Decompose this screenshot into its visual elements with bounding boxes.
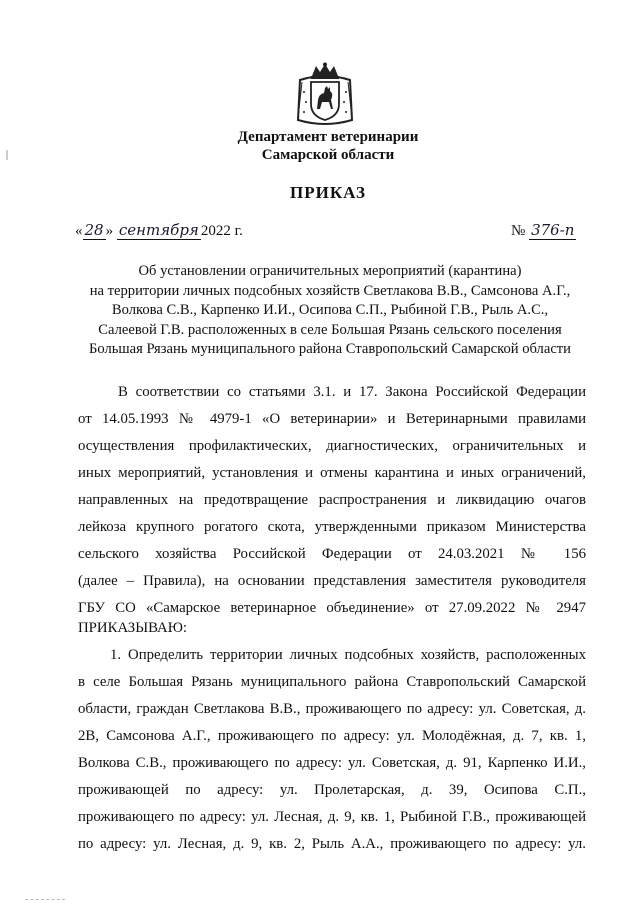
body-line: (далее – Правила), на основании представления заместителя руководителя <box>78 573 586 589</box>
body-line: в селе Большая Рязань муниципального района Ставропольский Самарской <box>78 674 586 690</box>
body-line: В соответствии со статьями 3.1. и 17. Закона Российской Федерации <box>118 384 586 400</box>
subject-line: на территории личных подсобных хозяйств Светлакова В.В., Самсонова А.Г., <box>89 282 571 299</box>
body-line: 2В, Самсонова А.Г., проживающего по адресу: ул. Молодёжная, д. 7, кв. 1, <box>78 728 586 744</box>
body-line: направленных на предотвращение распространения и ликвидацию очагов <box>78 492 586 508</box>
body-line: проживающей по адресу: ул. Пролетарская, д. 39, Осипова С.П., <box>78 782 586 798</box>
body-line: 1. Определить территории личных подсобных хозяйств, расположенных <box>110 647 586 663</box>
body-line: проживающего по адресу: ул. Лесная, д. 9, кв. 1, Рыбиной Г.В., проживающей <box>78 809 586 825</box>
subject-line: Салеевой Г.В. расположенных в селе Большая Рязань сельского поселения <box>98 321 562 338</box>
order-subject <box>70 262 590 360</box>
body-line: по адресу: ул. Лесная, д. 9, кв. 2, Рыль А.А., проживающего по адресу: ул. <box>78 836 586 852</box>
subject-line: Большая Рязань муниципального района Ставропольский Самарской области <box>89 341 571 357</box>
scan-artifact <box>6 150 8 160</box>
department-name: Департамент ветеринарии <box>237 129 419 145</box>
body-line: области, граждан Светлакова В.В., проживающего по адресу: ул. Советская, д. <box>78 701 586 717</box>
date-day: 28 <box>84 221 104 239</box>
body-line: лейкоза крупного рогатого скота, утвержденными приказом Министерства <box>78 519 586 535</box>
date-close-quote: » <box>105 223 114 239</box>
body-line: иных мероприятий, установления и отмены карантина и иных ограничений, <box>78 465 586 481</box>
scan-artifact <box>25 899 65 901</box>
number-prefix: № <box>511 223 526 239</box>
order-number <box>511 221 576 240</box>
date-year: 2022 г. <box>200 223 243 239</box>
body-line: осуществления профилактических, диагностических, ограничительных и <box>78 438 586 454</box>
subject-line: Об установлении ограничительных мероприятий (карантина) <box>138 263 522 279</box>
department-region: Самарской области <box>261 147 395 163</box>
subject-line: Волкова С.В., Карпенко И.И., Осипова С.П., Рыбиной Г.В., Рыль А.С., <box>111 302 549 318</box>
body-line: от 14.05.1993 № 4979-1 «О ветеринарии» и Ветеринарными правилами <box>78 411 586 427</box>
coat-of-arms-emblem <box>294 62 356 128</box>
body-line: ГБУ СО «Самарское ветеринарное объединение» от 27.09.2022 № 2947 <box>78 600 586 616</box>
number-value: 376-п <box>531 221 575 239</box>
body-line: Волкова С.В., проживающего по адресу: ул. Советская, д. 91, Карпенко И.И., <box>78 755 586 771</box>
date-open-quote: « <box>75 223 83 239</box>
order-date <box>75 221 243 240</box>
body-line: сельского хозяйства Российской Федерации от 24.03.2021 № 156 <box>78 546 586 562</box>
document-title: ПРИКАЗ <box>290 183 366 202</box>
body-line-order-word: ПРИКАЗЫВАЮ: <box>78 620 188 636</box>
date-month: сентября <box>118 221 199 239</box>
